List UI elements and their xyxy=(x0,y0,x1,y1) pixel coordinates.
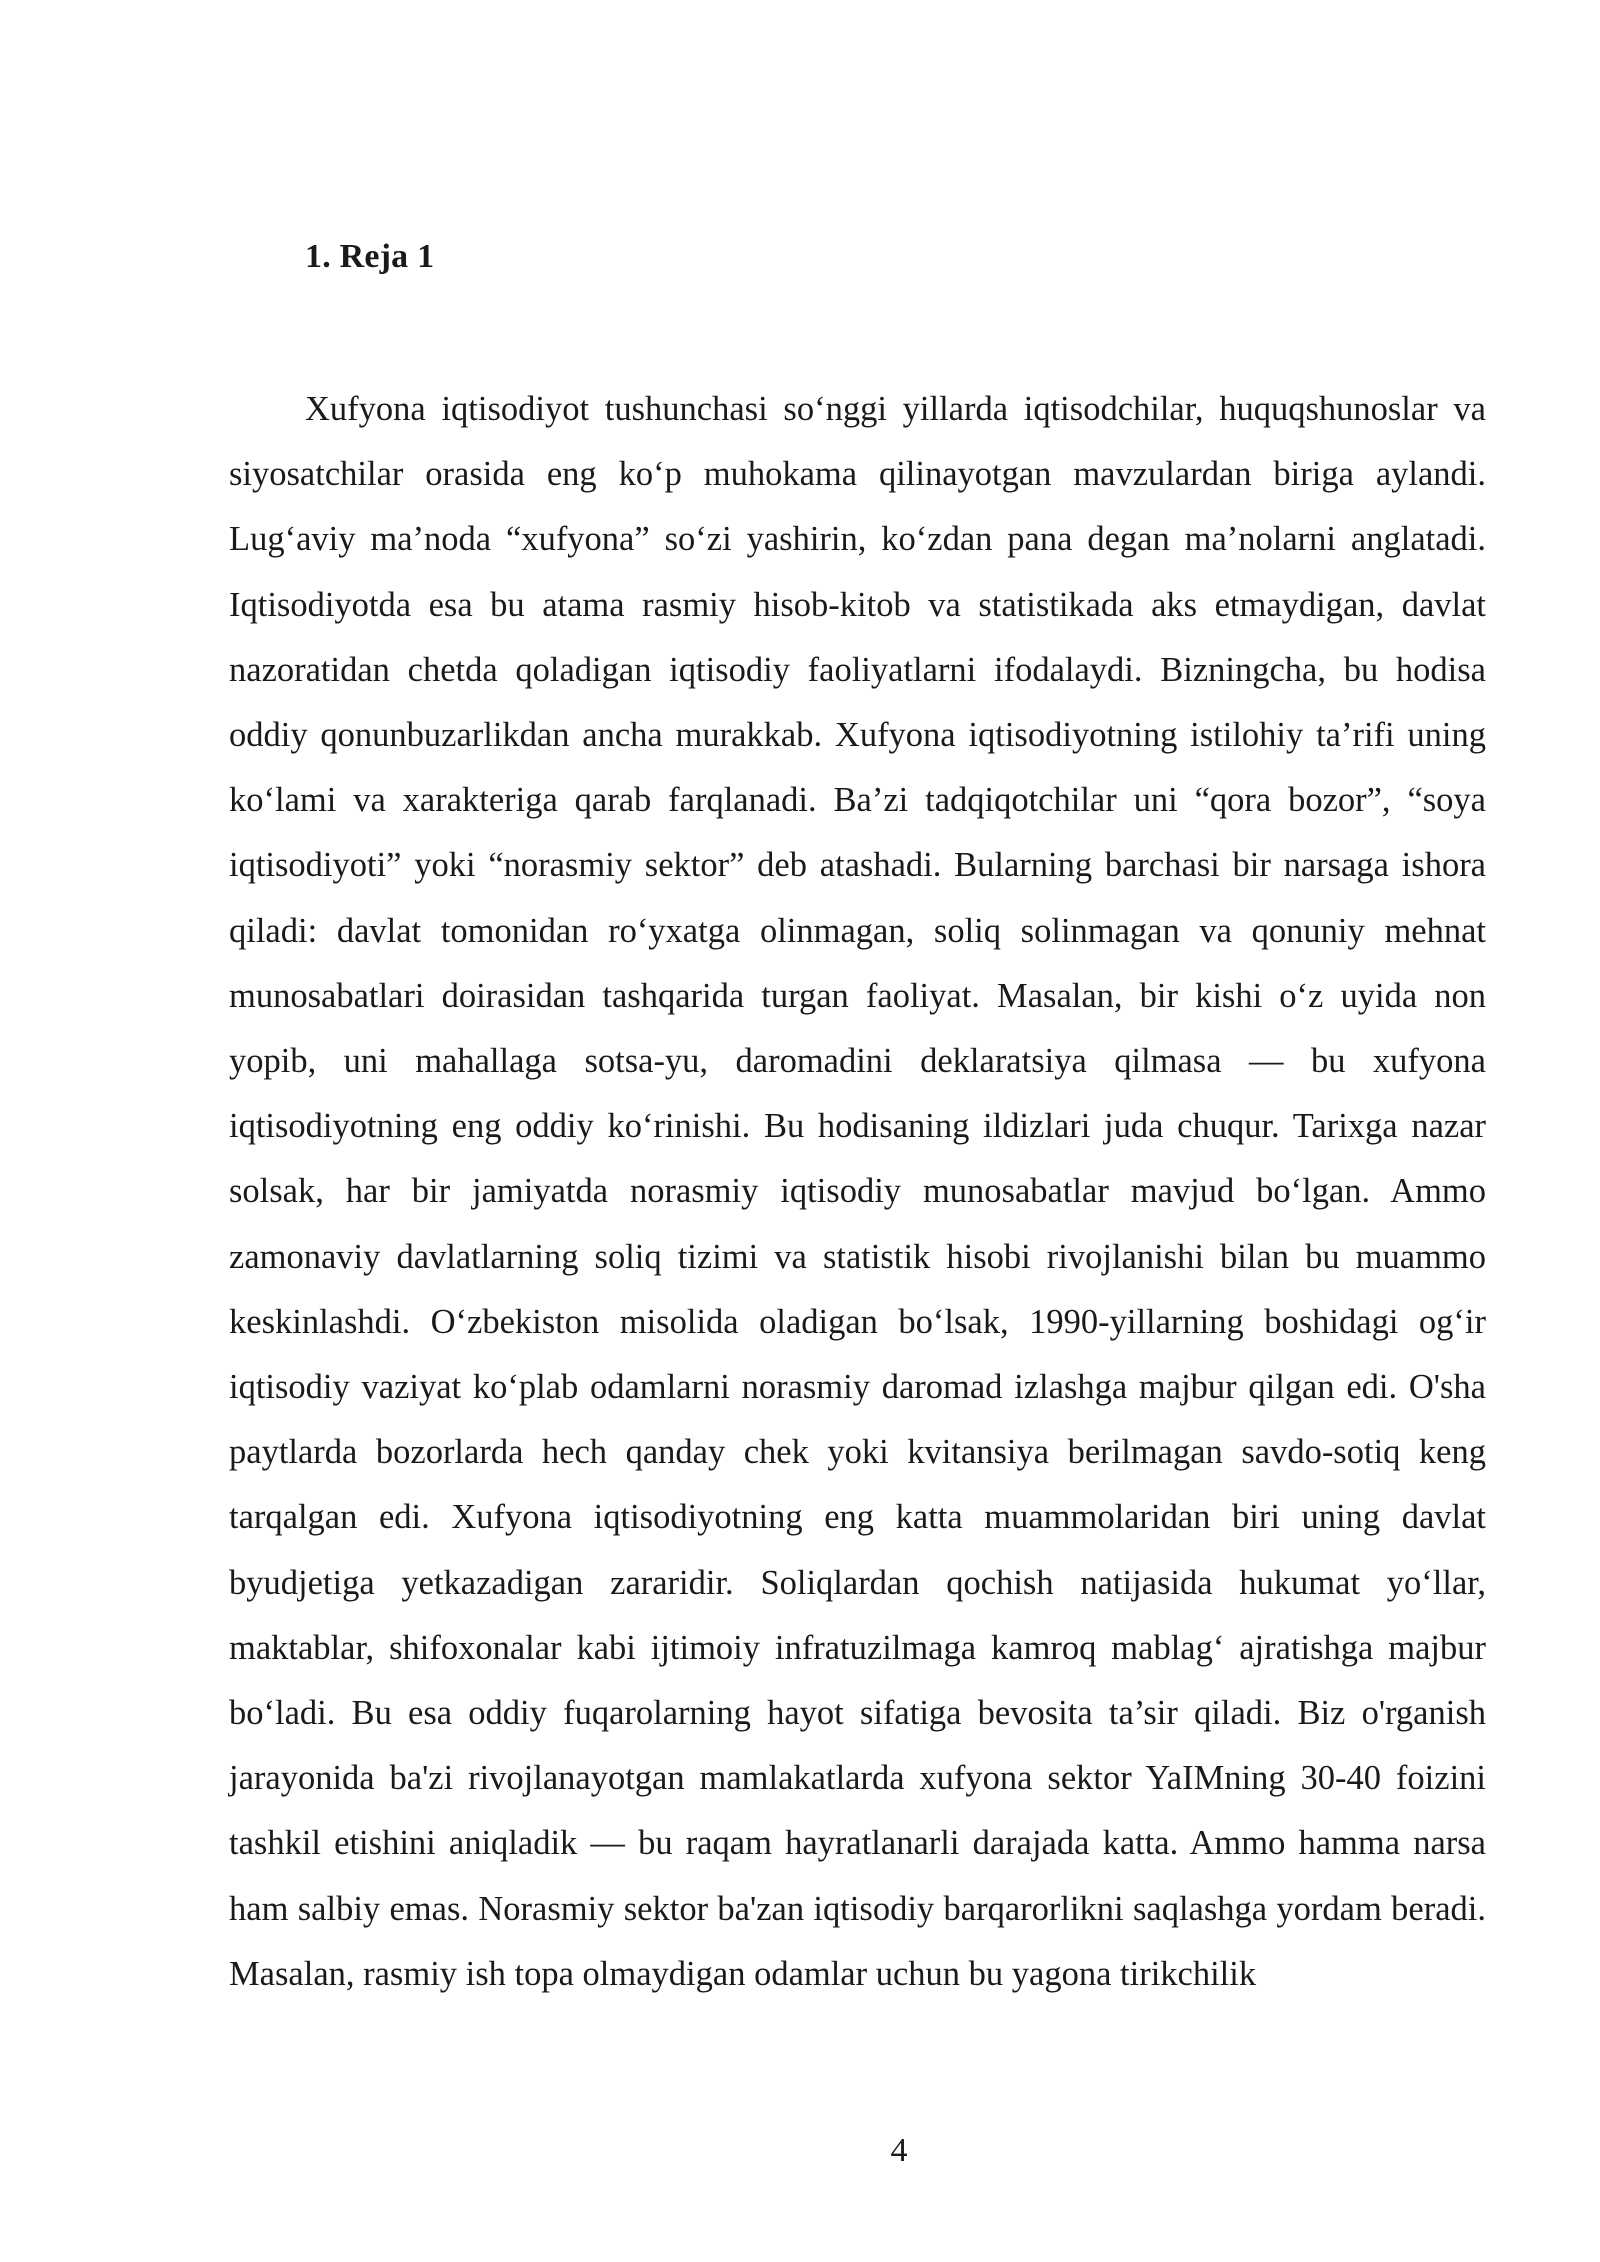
body-paragraph: Xufyona iqtisodiyot tushunchasi so‘nggi yillarda iqtisodchilar, huquqshunoslar va siyosatchilar orasida eng ko‘p muhokama qilinayotgan mavzulardan biriga aylandi. Lug‘aviy ma’noda “xufyona” so‘zi yashirin, ko‘zdan pana degan ma’nolarni anglatadi. Iqtisodiyotda esa bu atama rasmiy hisob-kitob va statistikada aks etmaydigan, davlat nazoratidan chetda qoladigan iqtisodiy faoliyatlarni ifodalaydi. Bizningcha, bu hodisa oddiy qonunbuzarlikdan ancha murakkab. Xufyona iqtisodiyotning istilohiy ta’rifi uning ko‘lami va xarakteriga qarab farqlanadi. Ba’zi tadqiqotchilar uni “qora bozor”, “soya iqtisodiyoti” yoki “norasmiy sektor” deb atashadi. Bularning barchasi bir narsaga ishora qiladi: davlat tomonidan ro‘yxatga olinmagan, soliq solinmagan va qonuniy mehnat munosabatlari doirasidan tashqarida turgan faoliyat. Masalan, bir kishi o‘z uyida non yopib, uni mahallaga sotsa-yu, daromadini deklaratsiya qilmasa — bu xufyona iqtisodiyotning eng oddiy ko‘rinishi. Bu hodisaning ildizlari juda chuqur. Tarixga nazar solsak, har bir jamiyatda norasmiy iqtisodiy munosabatlar mavjud bo‘lgan. Ammo zamonaviy davlatlarning soliq tizimi va statistik hisobi rivojlanishi bilan bu muammo keskinlashdi. O‘zbekiston misolida oladigan bo‘lsak, 1990-yillarning boshidagi og‘ir iqtisodiy vaziyat ko‘plab odamlarni norasmiy daromad izlashga majbur qilgan edi. O'sha paytlarda bozorlarda hech qanday chek yoki kvitansiya berilmagan savdo-sotiq keng tarqalgan edi. Xufyona iqtisodiyotning eng katta muammolaridan biri uning davlat byudjetiga yetkazadigan zararidir. Soliqlardan qochish natijasida hukumat yo‘llar, maktablar, shifoxonalar kabi ijtimoiy infratuzilmaga kamroq mablag‘ ajratishga majbur bo‘ladi. Bu esa oddiy fuqarolarning hayot sifatiga bevosita ta’sir qiladi. Biz o'rganish jarayonida ba'zi rivojlanayotgan mamlakatlarda xufyona sektor YaIMning 30-40 foizini tashkil etishini aniqladik — bu raqam hayratlanarli darajada katta. Ammo hamma narsa ham salbiy emas. Norasmiy sektor ba'zan iqtisodiy barqarorlikni saqlashga yordam beradi. Masalan, rasmiy ish topa olmaydigan odamlar uchun bu yagona tirikchilik xyxy=(229,390,1486,1993)
page-number: 4 xyxy=(890,2132,908,2169)
section-heading: 1. Reja 1 xyxy=(305,238,435,275)
